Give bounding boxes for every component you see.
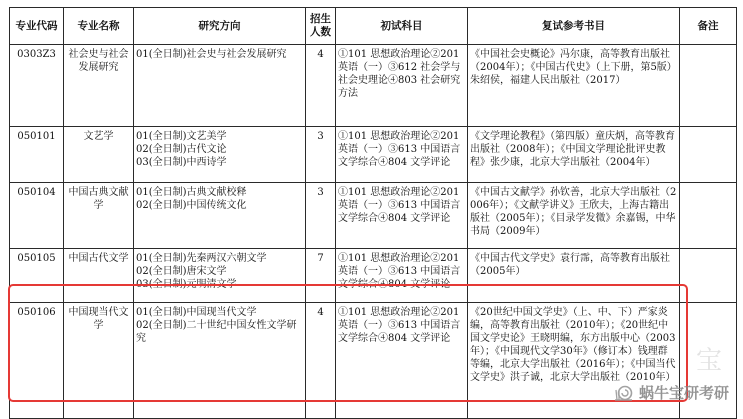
reference-books: 《文学理论教程》（第四版）童庆炳，高等教育出版社（2008年）；《中国文学理论批评史教程》张少康，北京大学出版社（2004年）: [468, 127, 680, 183]
snail-icon: [613, 384, 635, 402]
exam-subjects: ①101 思想政治理论②201英语（一）③613 中国语言文学综合④804 文学评论: [336, 303, 468, 419]
direction-item: 01(全日制)中国现当代文学: [136, 307, 257, 318]
reference-books: 《中国古代文学史》袁行霈，高等教育出版社（2005年）: [468, 249, 680, 303]
enrollment-count: 4: [306, 45, 336, 127]
direction-item: 01(全日制)文艺美学: [136, 131, 227, 142]
major-name: 社会史与社会发展研究: [64, 45, 134, 127]
direction-item: 03(全日制)中西诗学: [136, 157, 227, 168]
direction-item: 01(全日制)古典文献校释: [136, 187, 247, 198]
major-code: 050104: [10, 183, 64, 249]
direction-item: 01(全日制)社会史与社会发展研究: [136, 49, 287, 60]
exam-subjects: ①101 思想政治理论②201英语（一）③613 中国语言文学综合④804 文学评论: [336, 183, 468, 249]
major-code: 050101: [10, 127, 64, 183]
header-exam-subjects: 初试科目: [336, 8, 468, 45]
major-code: 050105: [10, 249, 64, 303]
admissions-table: [9, 7, 737, 419]
table-row: [10, 45, 737, 127]
enrollment-count: 4: [306, 303, 336, 419]
direction-item: 02(全日制)古代文论: [136, 144, 227, 155]
header-major-name: 专业名称: [64, 8, 134, 45]
research-directions: [134, 45, 306, 127]
table-row: [10, 249, 737, 303]
header-enrollment: 招生人数: [306, 8, 336, 45]
watermark: [613, 382, 729, 403]
reference-books: 《20世纪中国文学史》（上、中、下）严家炎编，高等教育出版社（2010年）；《20世纪中国文学史论》王晓明编，东方出版中心（2003年）；《中国现代文学30年》（修订本）钱理群等编，北京大学出版社（2016年）；《中国当代文学史》洪子诚，北京大学出版社（2010年）: [468, 303, 680, 419]
enrollment-count: 3: [306, 127, 336, 183]
remarks: [680, 249, 737, 303]
major-name: 文艺学: [64, 127, 134, 183]
remarks: [680, 183, 737, 249]
watermark-overlay: 宝: [695, 346, 723, 376]
exam-subjects: ①101 思想政治理论②201英语（一）③613 中国语言文学综合④804 文学评论: [336, 127, 468, 183]
major-code: 050106: [10, 303, 64, 419]
research-directions: [134, 303, 306, 419]
direction-item: 02(全日制)中国传统文化: [136, 200, 247, 211]
table-row: [10, 183, 737, 249]
exam-subjects: ①101 思想政治理论②201英语（一）③612 社会学与社会史理论④803 社会研究方法: [336, 45, 468, 127]
header-row: [10, 8, 737, 45]
table-row: [10, 127, 737, 183]
major-code: 0303Z3: [10, 45, 64, 127]
research-directions: [134, 183, 306, 249]
major-name: 中国古典文献学: [64, 183, 134, 249]
major-name: 中国现当代文学: [64, 303, 134, 419]
direction-item: 01(全日制)先秦两汉六朝文学: [136, 253, 267, 264]
major-name: 中国古代文学: [64, 249, 134, 303]
reference-books: 《中国古文献学》孙钦善，北京大学出版社（2006年）；《文献学讲义》王欣夫，上海古籍出版社（2005年）；《目录学发微》余嘉锡，中华书局（2009年）: [468, 183, 680, 249]
direction-item: 02(全日制)二十世纪中国女性文学研究: [136, 320, 297, 344]
header-reference-books: 复试参考书目: [468, 8, 680, 45]
remarks: [680, 127, 737, 183]
exam-subjects: ①101 思想政治理论②201英语（一）③613 中国语言文学综合④804 文学评论: [336, 249, 468, 303]
header-remarks: 备注: [680, 8, 737, 45]
reference-books: 《中国社会史概论》冯尔康，高等教育出版社（2004年）；《中国古代史》（上下册，第5版）朱绍侯，福建人民出版社（2017）: [468, 45, 680, 127]
header-code: 专业代码: [10, 8, 64, 45]
research-directions: [134, 249, 306, 303]
remarks: [680, 45, 737, 127]
enrollment-count: 7: [306, 249, 336, 303]
watermark-text: 蜗牛宝研考研: [638, 384, 729, 402]
research-directions: [134, 127, 306, 183]
direction-item: 03(全日制)元明清文学: [136, 279, 237, 290]
direction-item: 02(全日制)唐宋文学: [136, 266, 227, 277]
header-research-direction: 研究方向: [134, 8, 306, 45]
enrollment-count: 3: [306, 183, 336, 249]
